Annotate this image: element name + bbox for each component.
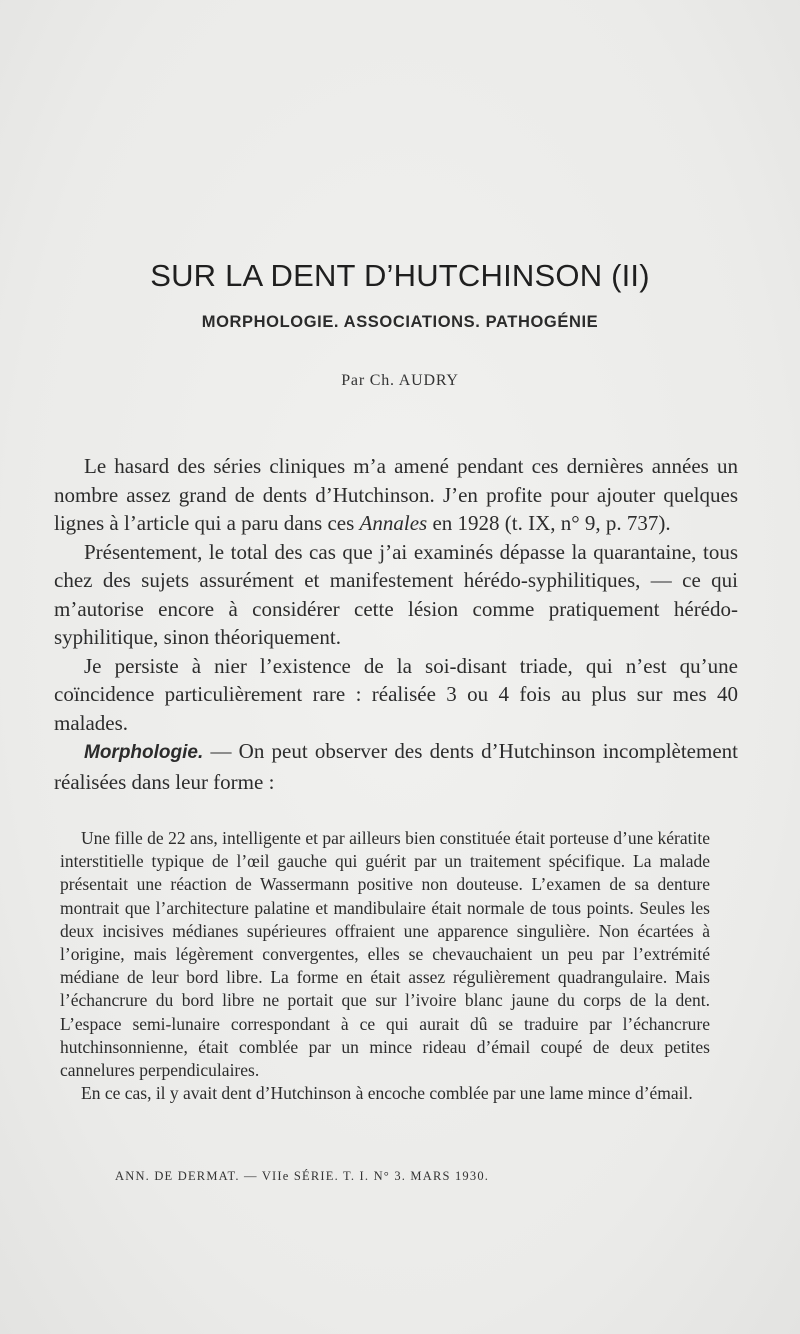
paragraph-intro-text: Le hasard des séries cliniques m’a amené pendant ces dernières années un nombre assez grand de dents d’Hutchinson. J’en profite pour ajouter quelques lignes à l’article qui a paru dans ces bbox=[54, 454, 738, 535]
article-subtitle: MORPHOLOGIE. ASSOCIATIONS. PATHOGÉNIE bbox=[201, 313, 599, 331]
paragraph-case-report: Une fille de 22 ans, intelligente et par ailleurs bien constituée était porteuse d’une kératite interstitielle typique de l’œil gauche qui guérit par un traitement spécifique. La malade présentait une réaction de Wassermann positive non douteuse. L’examen de sa denture montrait que l’architecture palatine et mandibulaire était normale de tous points. Seules les deux incisives médianes supérieures offraient une apparence singulière. Non écartées à l’origine, mais légèrement convergentes, elles se chevauchaient un peu par l’extrémité médiane de leur bord libre. La forme en était assez régulièrement quadrangulaire. Mais l’échancrure du bord libre ne portait que sur l’ivoire blanc jaune du corps de la dent. L’espace semi-lunaire correspondant à ce qui aurait dû se traduire par l’échancrure hutchinsonnienne, était comblée par un mince rideau d’émail coupé de deux petites cannelures perpendiculaires. bbox=[60, 828, 710, 1081]
article-body-case bbox=[60, 827, 710, 1105]
paragraph-intro bbox=[54, 452, 738, 538]
paragraph-case-count: Présentement, le total des cas que j’ai examinés dépasse la quarantaine, tous chez des sujets assurément et manifestement hérédo-syphilitiques, — ce qui m’autorise encore à considérer cette lésion comme pratiquement hérédo-syphilitique, sinon théoriquement. bbox=[54, 539, 738, 649]
section-heading-morphology: Morphologie. bbox=[84, 742, 204, 763]
paragraph-case-conclusion: En ce cas, il y avait dent d’Hutchinson à encoche comblée par une lame mince d’émail. bbox=[81, 1083, 693, 1104]
paragraph-morphology bbox=[54, 737, 738, 796]
journal-footer: ANN. DE DERMAT. — VIIe SÉRIE. T. I. N° 3. MARS 1930. bbox=[115, 1169, 490, 1183]
paragraph-morphology-text: — On peut observer des dents d’Hutchinson incomplètement réalisées dans leur forme : bbox=[54, 739, 738, 794]
journal-name: Annales bbox=[359, 511, 428, 535]
article-title: SUR LA DENT D’HUTCHINSON (II) bbox=[150, 258, 650, 293]
paragraph-intro-citation: en 1928 (t. IX, n° 9, p. 737). bbox=[427, 511, 671, 535]
article-body-main bbox=[54, 452, 738, 796]
paragraph-triad: Je persiste à nier l’existence de la soi-disant triade, qui n’est qu’une coïncidence particulièrement rare : réalisée 3 ou 4 fois au plus sur mes 40 malades. bbox=[54, 653, 738, 735]
article-author: Par Ch. AUDRY bbox=[341, 372, 459, 389]
